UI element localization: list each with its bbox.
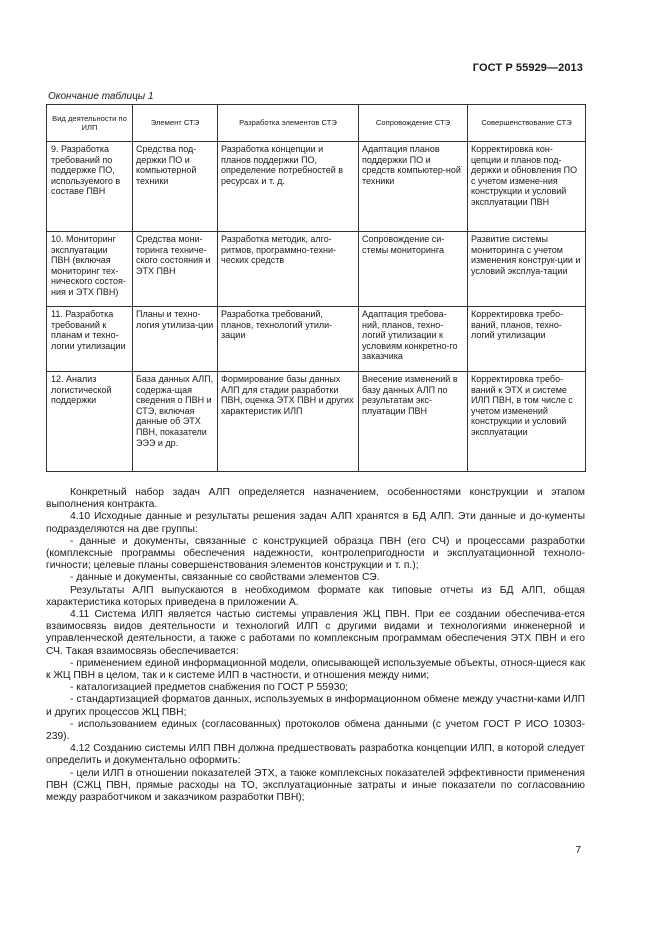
paragraph: Конкретный набор задач АЛП определяется назначением, особенностями конструкции и этапом выполнения контракта.: [46, 487, 585, 511]
table-row: [47, 232, 586, 307]
table-cell: 12. Анализ логистической поддержки: [47, 372, 133, 472]
paragraph: - каталогизацией предметов снабжения по ГОСТ Р 55930;: [70, 682, 349, 694]
table-cell: Разработка концепции и планов поддержки ПО, определение потребностей в ресурсах и т. д.: [218, 142, 359, 232]
table-row: [47, 142, 586, 232]
table-cell: Формирование базы данных АЛП для стадии разработки ПВН, оценка ЭТХ ПВН и других характеристик ИЛП: [218, 372, 359, 472]
column-header: Элемент СТЭ: [133, 105, 218, 142]
table-cell: Развитие системы мониторинга с учетом изменения конструк-ции и условий эксплуа-тации: [468, 232, 586, 307]
paragraph: - применением единой информационной модели, описывающей используемые объекты, относя-щиеся как к ЖЦ ПВН в целом, так и к системе ИЛП в частности, и отношения между ними;: [46, 657, 585, 682]
table-cell: Сопровождение си-стемы мониторинга: [359, 232, 468, 307]
column-header: Разработка элементов СТЭ: [218, 105, 359, 142]
table-row: [47, 372, 586, 472]
standard-designation: ГОСТ Р 55929—2013: [472, 62, 583, 74]
table-cell: Разработка требований, планов, технологий утили-зации: [218, 307, 359, 372]
paragraph: - данные и документы, связанные со свойствами элементов СЭ.: [70, 572, 380, 584]
paragraph: 4.12 Созданию системы ИЛП ПВН должна предшествовать разработка концепции ИЛП, в которой следует определить и документально оформить:: [46, 743, 585, 767]
table-caption: Окончание таблицы 1: [48, 91, 154, 102]
column-header: Сопровождение СТЭ: [359, 105, 468, 142]
paragraph: 4.11 Система ИЛП является частью системы управления ЖЦ ПВН. При ее создании обеспечива-ется взаимосвязь видов деятельности и технологий ИЛП с другими видами и технологиями инженерной и управленческой деятельности, а также с работами по комплексным программам обеспечения ЭТХ ПВН и его СЧ. Такая взаимосвязь обеспечивается:: [46, 609, 585, 657]
table-cell: База данных АЛП, содержа-щая сведения о ПВН и СТЭ, включая данные об ЭТХ ПВН, показатели ЭЭЭ и др.: [133, 372, 218, 472]
page-number: 7: [575, 845, 581, 856]
table-cell: 10. Мониторинг эксплуатации ПВН (включая мониторинг тех-нического состоя-ния и ЭТХ ПВН): [47, 232, 133, 307]
table-cell: Корректировка кон-цепции и планов под-держки и обновления ПО с учетом измене-ния конструкции и условий эксплуатации ПВН: [468, 142, 586, 232]
table-cell: Разработка методик, алго-ритмов, программно-техни-ческих средств: [218, 232, 359, 307]
table-cell: Корректировка требо-ваний к ЭТХ и системе ИЛП ПВН, в том числе с учетом изменений конструкции и условий эксплуатации: [468, 372, 586, 472]
table-cell: Корректировка требо-ваний, планов, техно-логий утилизации: [468, 307, 586, 372]
paragraph: - стандартизацией форматов данных, используемых в информационном обмене между участни-ками ИЛП и других процессов ЖЦ ПВН;: [46, 694, 585, 718]
table-cell: Адаптация требова-ний, планов, техно-логий утилизации к условиям конкретно-го заказчика: [359, 307, 468, 372]
paragraph: - данные и документы, связанные с конструкцией образца ПВН (его СЧ) и процессами разработки (комплексные программы обеспечения надежности, контролепригодности и эксплуатационной техноло-гичности; целевые планы совершенствования элементов конструкции и т. п.);: [46, 535, 585, 572]
column-header: Вид деятельности по ИЛП: [47, 105, 133, 142]
column-header: Совершенствование СТЭ: [468, 105, 586, 142]
table-cell: 9. Разработка требований по поддержке ПО, используемого в составе ПВН: [47, 142, 133, 232]
paragraph: - цели ИЛП в отношении показателей ЭТХ, а также комплексных показателей эффективности применения ПВН (СЖЦ ПВН, прямые расходы на ТО, эксплуатационные затраты и иные показатели по согласованию между разработчиком и заказчиком разработки ПВН);: [46, 767, 585, 804]
table-cell: 11. Разработка требований к планам и техно-логии утилизации: [47, 307, 133, 372]
table-header-row: [47, 105, 586, 142]
table-row: [47, 307, 586, 372]
paragraph: 4.10 Исходные данные и результаты решения задач АЛП хранятся в БД АЛП. Эти данные и до-кументы подразделяются на две группы:: [46, 511, 585, 535]
paragraph: Результаты АЛП выпускаются в необходимом формате как типовые отчеты из БД АЛП, общая характеристика которых приведена в приложении А.: [46, 584, 585, 608]
body-text: [46, 487, 585, 804]
table-cell: Адаптация планов поддержки ПО и средств компьютер-ной техники: [359, 142, 468, 232]
table-cell: Средства под-держки ПО и компьютерной техники: [133, 142, 218, 232]
table-cell: Внесение изменений в базу данных АЛП по результатам экс-плуатации ПВН: [359, 372, 468, 472]
table-cell: Планы и техно-логия утилиза-ции: [133, 307, 218, 372]
activities-table: [46, 104, 586, 472]
table-cell: Средства мони-торинга техниче-ского состояния и ЭТХ ПВН: [133, 232, 218, 307]
paragraph: - использованием единых (согласованных) протоколов обмена данными (с учетом ГОСТ Р ИСО 10303-239).: [46, 718, 585, 743]
